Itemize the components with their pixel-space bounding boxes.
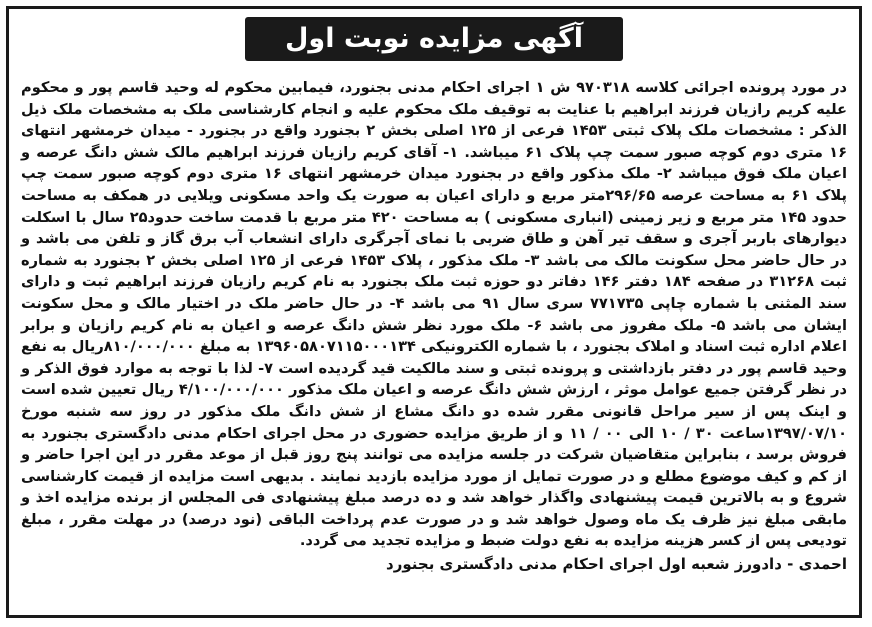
auction-notice	[6, 6, 862, 618]
title-bar	[21, 17, 847, 65]
notice-title: آگهی مزایده نوبت اول	[245, 17, 623, 61]
notice-signature: احمدی - دادورز شعبه اول اجرای احکام مدنی دادگستری بجنورد	[386, 555, 847, 574]
notice-body: در مورد پرونده اجرائی کلاسه ۹۷۰۳۱۸ ش ۱ اجرای احکام مدنی بجنورد، فیمابین محکوم له وحید قاسم پور و محکوم علیه کریم رازیان فرزند ابراهیم با عنایت به توقیف ملک محکوم علیه و انجام کارشناسی ملک به مشخصات ملک ذیل الذکر : مشخصات ملک پلاک ثبتی ۱۴۵۳ فرعی از ۱۲۵ اصلی بخش ۲ بجنورد واقع در بجنورد - میدان خرمشهر انتهای ۱۶ متری دوم کوچه صبور سمت چپ پلاک ۶۱ میباشد. ۱- آقای کریم رازیان فرزند ابراهیم مالک شش دانگ عرصه و اعیان ملک فوق میباشد ۲- ملک مذکور واقع در بجنورد میدان خرمشهر انتهای ۱۶ متری دوم کوچه صبور سمت چپ پلاک ۶۱ به مساحت عرصه ۲۹۶/۶۵متر مربع و دارای اعیان به صورت یک واحد مسکونی ویلایی در همکف به مساحت حدود ۱۴۵ متر مربع و زیر زمینی (انباری مسکونی ) به مساحت ۴۲۰ متر مربع با قدمت ساخت حدود۲۵ سال با اسکلت دیوارهای باربر آجری و سقف تیر آهن و طاق ضربی با نمای آجرگری دارای انشعاب آب برق گاز و تلفن می باشد و در حال حاضر محل سکونت مالک می باشد ۳- ملک مذکور ، پلاک ۱۴۵۳ فرعی از ۱۲۵ اصلی بخش ۲ بجنورد به شماره ثبت ۳۱۲۶۸ در صفحه ۱۸۴ دفتر ۱۴۶ دفاتر دو حوزه ثبت ملک بجنورد به نام کریم رازیان فرزند ابراهیم ثبت و دارای سند المثنی با شماره چاپی ۷۷۱۷۳۵ سری سال ۹۱ می باشد ۴- در حال حاضر ملک در اختیار مالک و محل سکونت ایشان می باشد ۵- ملک مفروز می باشد ۶- ملک مورد نظر شش دانگ عرصه و اعیان به نام کریم رازیان و برابر اعلام اداره ثبت اسناد و املاک بجنورد ، با شماره الکترونیکی ۱۳۹۶۰۵۸۰۷۱۱۵۰۰۰۱۳۴ به مبلغ ۸۱۰/۰۰۰/۰۰۰ریال به نفع وحید قاسم پور در دفتر بازداشتی و پرونده ثبتی و سند مالکیت قید گردیده است ۷- لذا با توجه به موارد فوق الذکر و در نظر گرفتن جمیع عوامل موثر ، ارزش شش دانگ عرصه و اعیان ملک مذکور ۴/۱۰۰/۰۰۰/۰۰۰ ریال تعیین شده است و اینک پس از سیر مراحل قانونی مقرر شده دو دانگ مشاع از شش دانگ ملک مذکور در روز سه شنبه مورخ ۱۳۹۷/۰۷/۱۰ساعت ۳۰ / ۱۰ الی ۰۰ / ۱۱ و از طریق مزایده حضوری در محل اجرای احکام مدنی دادگستری بجنورد به فروش برسد ، بنابراین متقاضیان شرکت در جلسه مزایده می توانند پنج روز قبل از موعد مقرر در این اجرا حاضر و از کم و کیف موضوع مطلع و در صورت تمایل از مورد مزایده بازدید نمایند . بدیهی است مزایده از قیمت کارشناسی شروع و به بالاترین قیمت پیشنهادی واگذار خواهد شد و ده درصد مبلغ پیشنهادی فی المجلس از برنده مزایده اخذ و مابقی مبلغ نیز ظرف یک ماه وصول خواهد شد و در صورت عدم پرداخت الباقی (نود درصد) در مهلت مقرر ، مبلغ تودیعی پس از کسر هزینه مزایده به نفع دولت ضبط و مزایده تجدید می گردد.	[21, 79, 848, 550]
